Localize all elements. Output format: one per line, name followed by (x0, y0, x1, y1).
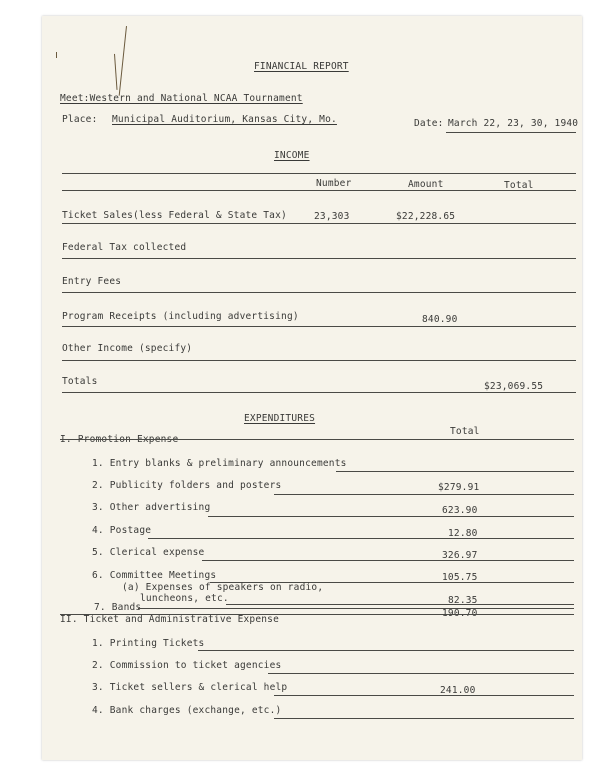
income-totals-value: $23,069.55 (484, 381, 544, 392)
expense-item-label: 4. Postage (92, 525, 152, 536)
expense-item-value: 326.97 (442, 550, 478, 561)
expense-item-value: 241.00 (440, 685, 476, 696)
rule (62, 190, 576, 191)
report-title: FINANCIAL REPORT (254, 61, 349, 72)
expense-item-label: 5. Clerical expense (92, 547, 205, 558)
expense-item-label: 2. Commission to ticket agencies (92, 660, 282, 671)
section-ticket-admin-expense: II. Ticket and Administrative Expense (60, 614, 280, 625)
date-value: March 22, 23, 30, 1940 (448, 118, 579, 129)
income-row-amount: 840.90 (422, 314, 458, 325)
meet-line: Meet:Western and National NCAA Tournament (60, 93, 303, 104)
income-row-number: 23,303 (314, 211, 350, 222)
rule (62, 360, 576, 361)
expense-subitem-label: (a) Expenses of speakers on radio, (122, 582, 324, 593)
fill-line (208, 516, 574, 517)
report-page (42, 16, 582, 760)
income-row-label: Other Income (specify) (62, 343, 193, 354)
col-total-header: Total (504, 180, 534, 191)
expense-item-value: 105.75 (442, 572, 478, 583)
col-number-header: Number (316, 178, 352, 189)
expense-item-label: 1. Printing Tickets (92, 638, 205, 649)
rule (62, 173, 576, 174)
expense-item-label: 1. Entry blanks & preliminary announcements (92, 458, 347, 469)
date-label: Date: (414, 118, 444, 129)
expense-item-value: 623.90 (442, 505, 478, 516)
fill-line (268, 673, 574, 674)
expenditures-heading: EXPENDITURES (244, 413, 316, 424)
rule (62, 292, 576, 293)
fill-line (198, 650, 574, 651)
pen-mark (56, 52, 57, 58)
expense-item-value: 190.70 (442, 608, 478, 619)
income-row-label: Ticket Sales(less Federal & State Tax) (62, 210, 287, 221)
expense-subitem-label: luncheons, etc. (140, 593, 229, 604)
expenditures-total-header: Total (450, 426, 480, 437)
rule (62, 223, 576, 224)
fill-line (202, 560, 574, 561)
rule (62, 326, 576, 327)
pen-mark (114, 54, 118, 90)
rule (62, 392, 576, 393)
expense-subitem-value: 82.35 (448, 595, 478, 606)
fill-line (274, 695, 574, 696)
income-row-label: Entry Fees (62, 276, 122, 287)
income-row-amount: $22,228.65 (396, 211, 456, 222)
fill-line (226, 604, 574, 605)
rule (62, 258, 576, 259)
fill-line (274, 494, 574, 495)
date-underline (446, 132, 576, 133)
expense-item-value: 12.80 (448, 528, 478, 539)
income-row-label: Federal Tax collected (62, 242, 187, 253)
place-value: Municipal Auditorium, Kansas City, Mo. (112, 114, 337, 125)
fill-line (148, 538, 574, 539)
expense-item-label: 3. Other advertising (92, 502, 211, 513)
income-heading: INCOME (274, 150, 310, 161)
expense-item-value: $279.91 (438, 482, 480, 493)
expense-item-label: 3. Ticket sellers & clerical help (92, 682, 288, 693)
expense-item-label: 6. Committee Meetings (92, 570, 217, 581)
fill-line (138, 608, 574, 609)
place-label: Place: (62, 114, 98, 125)
fill-line (274, 718, 574, 719)
fill-line (336, 471, 574, 472)
expense-item-label: 7. Bands (94, 602, 142, 613)
pen-mark (119, 26, 127, 96)
section-promotion-expense: I. Promotion Expense (60, 434, 179, 445)
expense-item-label: 4. Bank charges (exchange, etc.) (92, 705, 282, 716)
rule (60, 614, 574, 615)
rule (60, 439, 574, 440)
income-totals-label: Totals (62, 376, 98, 387)
income-row-label: Program Receipts (including advertising) (62, 311, 299, 322)
expense-item-label: 2. Publicity folders and posters (92, 480, 282, 491)
col-amount-header: Amount (408, 179, 444, 190)
